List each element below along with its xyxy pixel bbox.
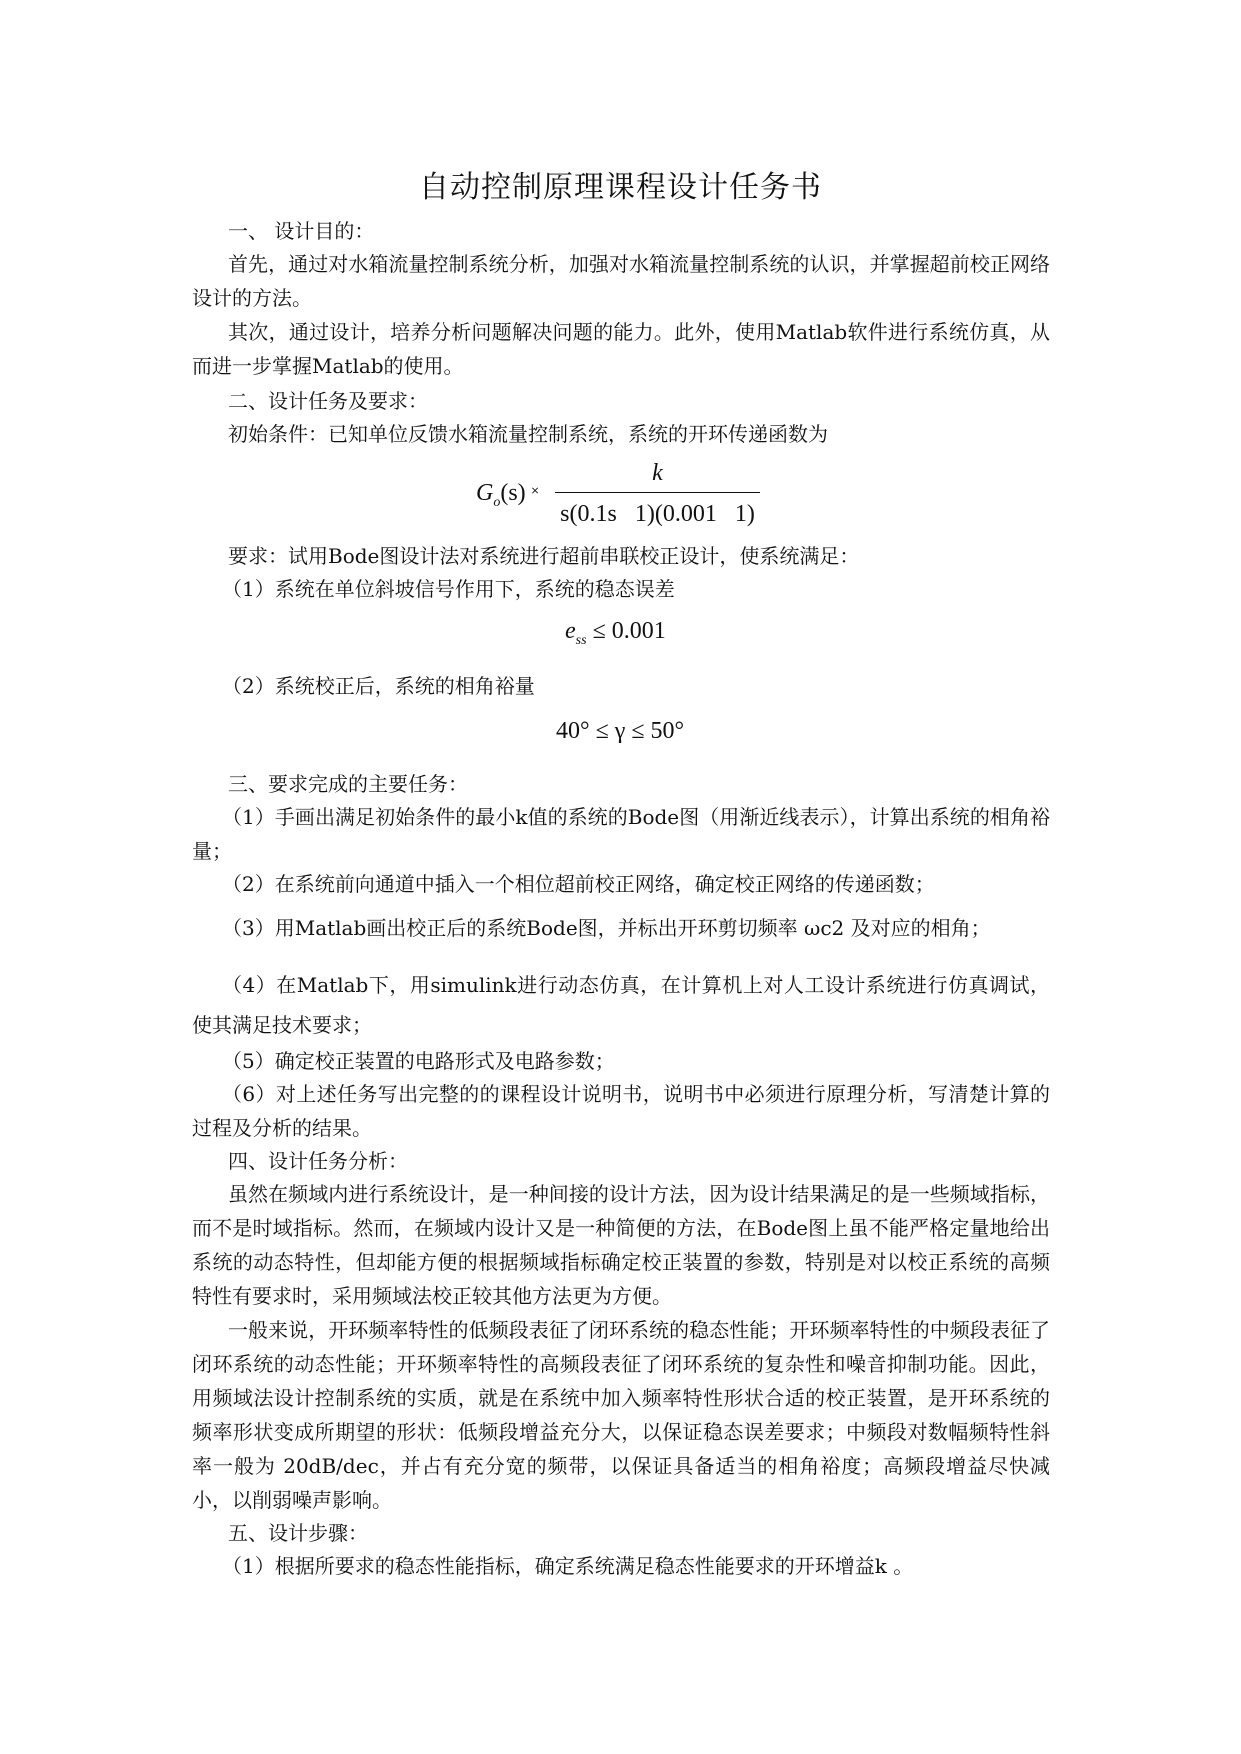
task-4: （4）在Matlab下，用simulink进行动态仿真，在计算机上对人工设计系统进行仿真调试，使其满足技术要求； — [192, 973, 1050, 1037]
initial-condition: 初始条件：已知单位反馈水箱流量控制系统，系统的开环传递函数为 — [228, 422, 828, 446]
tf-g-argument: (s) — [500, 480, 526, 506]
section-5-heading: 五、设计步骤： — [228, 1521, 368, 1545]
section-3-heading: 三、要求完成的主要任务： — [228, 772, 468, 796]
task-5: （5）确定校正装置的电路形式及电路参数； — [222, 1049, 615, 1073]
section-1-paragraph-2: 其次，通过设计，培养分析问题解决问题的能力。此外，使用Matlab软件进行系统仿真，从而进一步掌握Matlab的使用。 — [192, 320, 1050, 378]
transfer-function-lhs — [476, 480, 539, 511]
requirement-intro: 要求：试用Bode图设计法对系统进行超前串联校正设计，使系统满足： — [228, 544, 860, 568]
transfer-function-fraction — [555, 458, 760, 529]
section-1-paragraph-1: 首先，通过对水箱流量控制系统分析，加强对水箱流量控制系统的认识，并掌握超前校正网络设计的方法。 — [192, 252, 1050, 310]
steady-state-error-equation — [565, 618, 666, 649]
section-1-heading: 一、 设计目的： — [228, 219, 375, 243]
section-2-heading: 二、设计任务及要求： — [228, 389, 428, 413]
phase-margin-equation: 40° ≤ γ ≤ 50° — [556, 718, 685, 744]
ess-bound: ≤ 0.001 — [592, 618, 666, 644]
fraction-bar — [555, 492, 760, 493]
task-6: （6）对上述任务写出完整的的课程设计说明书，说明书中必须进行原理分析，写清楚计算的过程及分析的结果。 — [192, 1082, 1050, 1140]
section-4-paragraph-2: 一般来说，开环频率特性的低频段表征了闭环系统的稳态性能；开环频率特性的中频段表征了闭环系统的动态性能；开环频率特性的高频段表征了闭环系统的复杂性和噪音抑制功能。因此，用频域法设计控制系统的实质，就是在系统中加入频率特性形状合适的校正装置，是开环系统的频率形状变成所期望的形状：低频段增益充分大，以保证稳态误差要求；中频段对数幅频特性斜率一般为 20dB/dec，并占有充分宽的频带，以保证具备适当的相角裕度；高频段增益尽快减小，以削弱噪声影响。 — [192, 1318, 1050, 1512]
step-1: （1）根据所要求的稳态性能指标，确定系统满足稳态性能要求的开环增益k 。 — [222, 1554, 914, 1578]
tf-denominator: s(0.1s 1)(0.001 1) — [560, 501, 755, 527]
task-3: （3）用Matlab画出校正后的系统Bode图，并标出开环剪切频率 ωc2 及对应的相角； — [222, 916, 991, 940]
tf-g-subscript: o — [493, 494, 501, 510]
requirement-1: （1）系统在单位斜坡信号作用下，系统的稳态误差 — [222, 577, 675, 601]
task-1: （1）手画出满足初始条件的最小k值的系统的Bode图（用渐近线表示），计算出系统的相角裕量； — [192, 805, 1050, 863]
ess-symbol: e — [565, 618, 576, 644]
requirement-2: （2）系统校正后，系统的相角裕量 — [222, 674, 535, 698]
page-title: 自动控制原理课程设计任务书 — [419, 170, 822, 205]
tf-numerator: k — [652, 460, 663, 486]
tf-g-symbol: G — [476, 480, 494, 506]
section-4-heading: 四、设计任务分析： — [228, 1149, 408, 1173]
section-4-paragraph-1: 虽然在频域内进行系统设计，是一种间接的设计方法，因为设计结果满足的是一些频域指标，而不是时域指标。然而，在频域内设计又是一种简便的方法，在Bode图上虽不能严格定量地给出系统的动态特性，但却能方便的根据频域指标确定校正装置的参数，特别是对以校正系统的高频特性有要求时，采用频域法校正较其他方法更为方便。 — [192, 1182, 1050, 1308]
task-2: （2）在系统前向通道中插入一个相位超前校正网络，确定校正网络的传递函数； — [222, 872, 935, 896]
tf-equals: ˟ — [531, 484, 539, 504]
ess-subscript: ss — [575, 632, 587, 648]
